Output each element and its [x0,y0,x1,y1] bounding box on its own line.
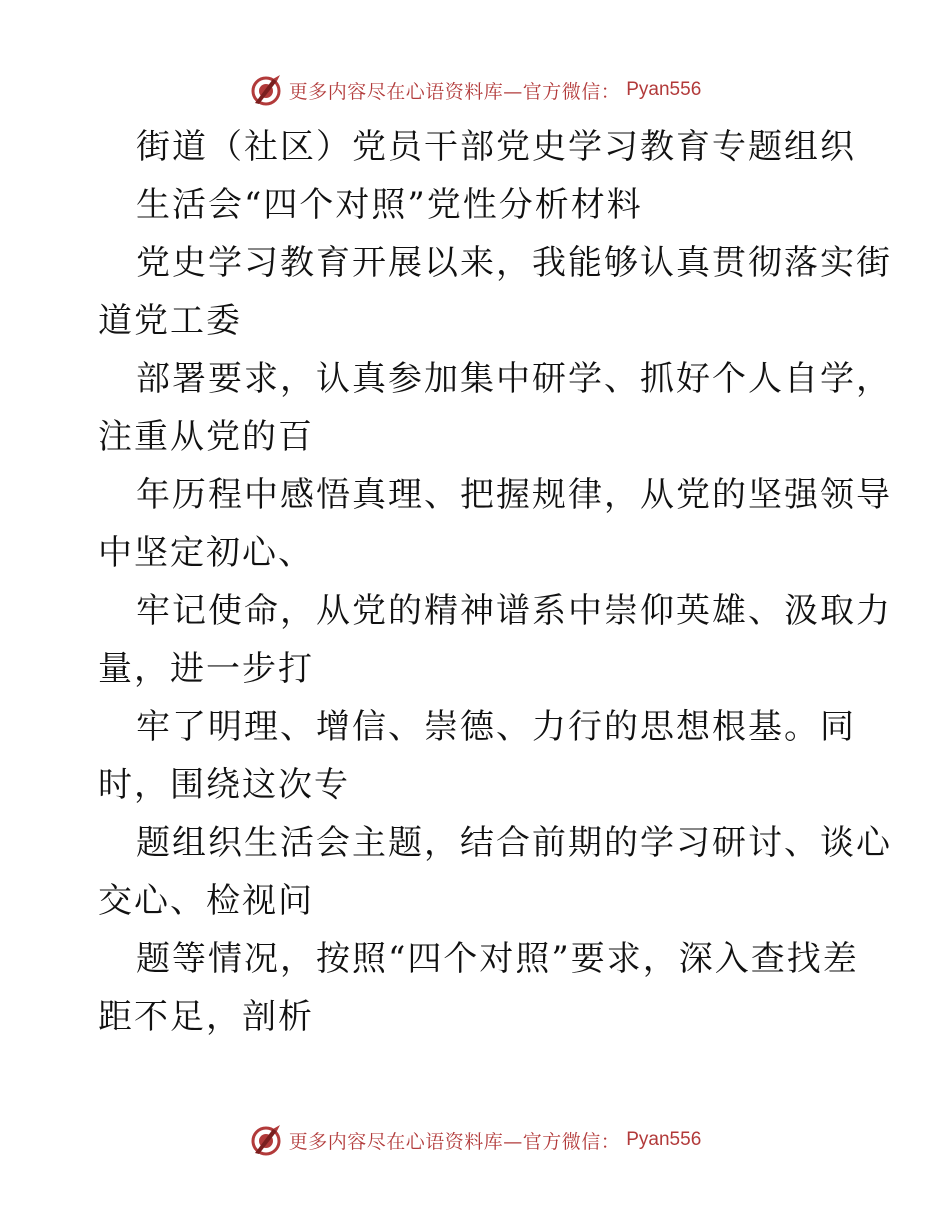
body-text-line: 党史学习教育开展以来，我能够认真贯彻落实街 [136,243,892,283]
document-body [98,118,892,1046]
body-text-line: 道党工委 [98,301,242,341]
red-wax-seal-quill-icon [249,73,283,107]
body-text-line: 牢了明理、增信、崇德、力行的思想根基。同 [136,707,856,747]
red-wax-seal-quill-icon [249,1123,283,1157]
body-text-line: 牢记使命，从党的精神谱系中崇仰英雄、汲取力 [136,591,892,631]
body-text-line: 题等情况，按照“四个对照”要求，深入查找差 [136,939,859,979]
document-title-line-2: 生活会“四个对照”党性分析材料 [136,185,643,225]
body-text-line: 距不足，剖析 [98,997,314,1037]
document-title-line-1: 街道（社区）党员干部党史学习教育专题组织 [136,127,856,167]
body-text-line: 部署要求，认真参加集中研学、抓好个人自学， [136,359,892,399]
footer-watermark [0,1120,950,1160]
body-text-line: 时，围绕这次专 [98,765,350,805]
header-watermark [0,70,950,110]
watermark-wechat-id: Pyan556 [626,1129,702,1150]
body-text-line: 年历程中感悟真理、把握规律，从党的坚强领导 [136,475,892,515]
document-paragraph [98,234,892,1046]
body-text-line: 题组织生活会主题，结合前期的学习研讨、谈心 [136,823,892,863]
body-text-line: 注重从党的百 [98,417,314,457]
watermark-wechat-id: Pyan556 [626,79,702,100]
body-text-line: 交心、检视问 [98,881,314,921]
body-text-line: 量，进一步打 [98,649,314,689]
watermark-text: 更多内容尽在心语资料库—官方微信： [288,80,621,103]
body-text-line: 中坚定初心、 [98,533,314,573]
watermark-text: 更多内容尽在心语资料库—官方微信： [288,1130,621,1153]
